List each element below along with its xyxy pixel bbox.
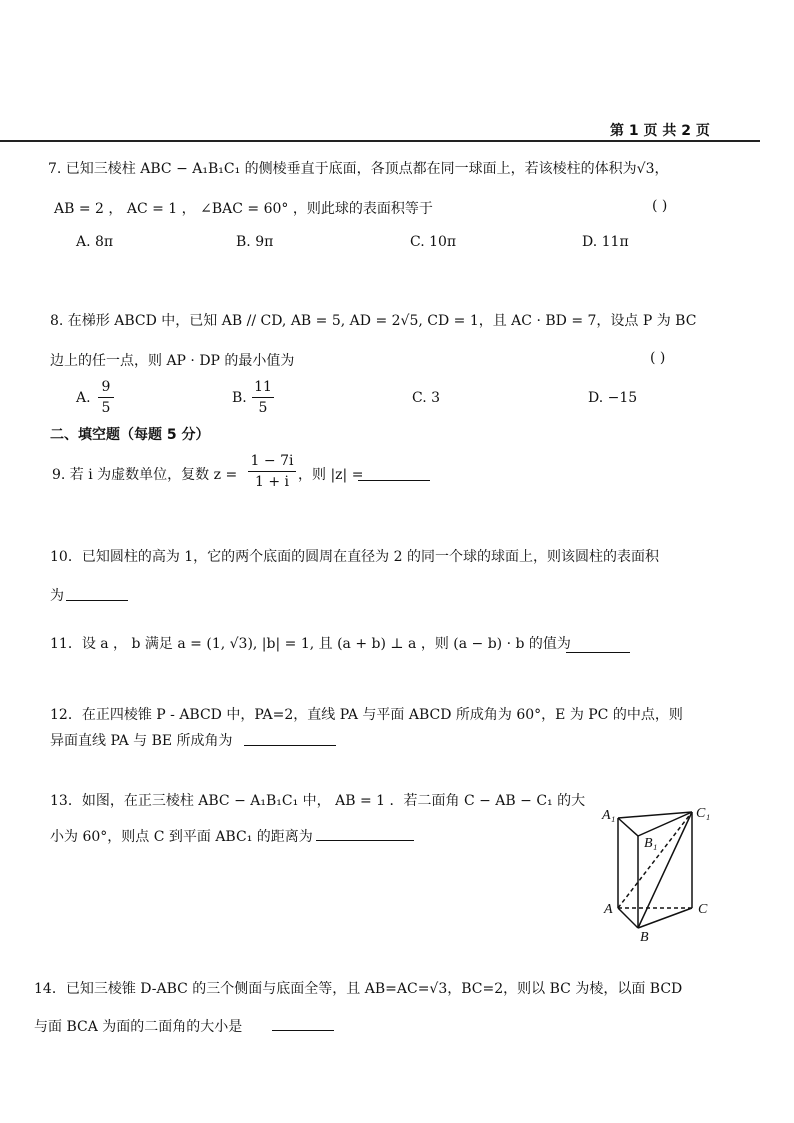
q11-answer-blank[interactable]	[566, 638, 630, 653]
q9-suffix: ，则 |z| =	[298, 467, 364, 483]
q13-line2: 小为 60°，则点 C 到平面 ABC₁ 的距离为	[50, 829, 313, 845]
header-divider	[0, 140, 760, 142]
q12-answer-blank[interactable]	[244, 731, 336, 746]
q13-line1: 13．如图，在正三棱柱 ABC − A₁B₁C₁ 中， AB = 1 ．若二面角 C − AB − C₁ 的大	[50, 793, 586, 809]
q14-answer-blank[interactable]	[272, 1016, 334, 1031]
q8-option-a-fraction	[98, 378, 114, 417]
q10-answer-blank[interactable]	[66, 586, 128, 601]
figure-label-c1: C₁	[696, 806, 711, 821]
q7-answer-paren: ( )	[652, 198, 668, 214]
q13-answer-blank[interactable]	[316, 826, 414, 841]
q11-text: 11．设 a ， b 满足 a = (1, √3), |b| = 1, 且 (a + b) ⊥ a ，则 (a − b) · b 的值为	[50, 636, 571, 652]
figure-label-a1: A₁	[602, 808, 616, 823]
q10-line2: 为	[50, 588, 64, 604]
q8-option-d: D. −15	[588, 390, 638, 406]
q10-line1: 10．已知圆柱的高为 1，它的两个底面的圆周在直径为 2 的同一个球的球面上，则该圆柱的表面积	[50, 549, 659, 565]
figure-label-b1: B₁	[644, 836, 658, 851]
q7-option-d: D. 11π	[582, 234, 629, 250]
q14-line2: 与面 BCA 为面的二面角的大小是	[34, 1019, 243, 1035]
prism-figure	[598, 800, 728, 950]
q8-line1: 8. 在梯形 ABCD 中，已知 AB // CD, AB = 5, AD = 2√5, CD = 1，且 AC · BD = 7，设点 P 为 BC	[50, 313, 697, 329]
q12-line2: 异面直线 PA 与 BE 所成角为	[50, 733, 233, 749]
q14-line1: 14．已知三棱锥 D-ABC 的三个侧面与底面全等，且 AB=AC=√3，BC=2，则以 BC 为棱，以面 BCD	[34, 981, 683, 997]
figure-label-c: C	[698, 902, 708, 917]
q9-prefix: 9. 若 i 为虚数单位，复数 z =	[52, 467, 238, 483]
section-title: 二、填空题（每题 5 分）	[50, 427, 210, 443]
q9-fraction	[248, 452, 296, 491]
q9-frac-num: 1 − 7i	[250, 453, 294, 469]
q8-option-b-label: B.	[232, 390, 247, 406]
q8-option-a-label: A.	[76, 390, 91, 406]
q12-line1: 12．在正四棱锥 P - ABCD 中，PA=2，直线 PA 与平面 ABCD 所成角为 60°，E 为 PC 的中点，则	[50, 707, 683, 723]
q8-option-b-num: 11	[254, 379, 272, 395]
q8-option-a-num: 9	[101, 379, 111, 395]
q8-line2: 边上的任一点，则 AP · DP 的最小值为	[50, 353, 295, 369]
q9-frac-den: 1 + i	[254, 474, 289, 490]
page-indicator: 第 1 页 共 2 页	[610, 123, 710, 139]
q8-option-c: C. 3	[412, 390, 441, 406]
figure-label-a: A	[604, 902, 613, 917]
q9-answer-blank[interactable]	[358, 466, 430, 481]
q8-option-a-den: 5	[101, 400, 111, 416]
q7-line2: AB = 2 ， AC = 1 ， ∠BAC = 60° ，则此球的表面积等于	[54, 201, 433, 217]
q7-line1: 7. 已知三棱柱 ABC − A₁B₁C₁ 的侧棱垂直于底面，各顶点都在同一球面上，若该棱柱的体积为√3，	[48, 161, 669, 177]
q7-option-b: B. 9π	[236, 234, 274, 250]
figure-label-b: B	[640, 930, 649, 945]
q7-option-a: A. 8π	[76, 234, 114, 250]
q8-option-b-fraction	[252, 378, 274, 417]
q8-answer-paren: ( )	[650, 350, 666, 366]
q7-option-c: C. 10π	[410, 234, 457, 250]
q8-option-b-den: 5	[258, 400, 268, 416]
